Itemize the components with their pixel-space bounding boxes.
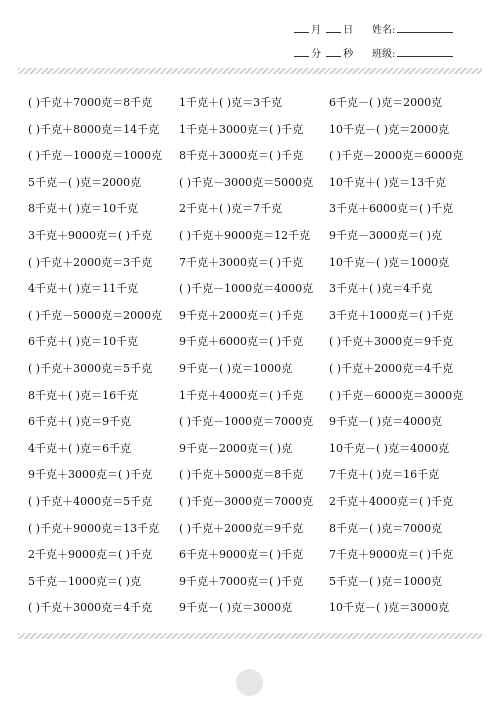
problem-item: ( )千克＋2000克＝4千克 bbox=[329, 361, 454, 375]
problem-item: 6千克＋( )克＝10千克 bbox=[28, 335, 139, 349]
month-label: 月 bbox=[311, 25, 321, 36]
problem-item: 5千克－( )克＝1000克 bbox=[329, 574, 443, 588]
problem-item: 2千克＋4000克＝( )千克 bbox=[329, 494, 454, 508]
problem-item: ( )千克－2000克＝6000克 bbox=[329, 149, 464, 163]
problem-item: 9千克－3000克＝( )克 bbox=[329, 228, 443, 242]
problem-item: 1千克＋4000克＝( )千克 bbox=[179, 388, 304, 402]
problem-item: 2千克＋9000克＝( )千克 bbox=[28, 548, 153, 562]
page-number-circle bbox=[236, 669, 263, 696]
worksheet-header bbox=[0, 0, 500, 70]
problem-item: 9千克－( )克＝3000克 bbox=[179, 601, 293, 615]
problem-item: 7千克＋9000克＝( )千克 bbox=[329, 548, 454, 562]
problem-item: 9千克＋2000克＝( )千克 bbox=[179, 308, 304, 322]
problem-item: 9千克＋6000克＝( )千克 bbox=[179, 335, 304, 349]
problem-item: ( )千克＋3000克＝9千克 bbox=[329, 335, 454, 349]
problem-item: ( )千克＋5000克＝8千克 bbox=[179, 468, 304, 482]
problem-item: 1千克＋3000克＝( )千克 bbox=[179, 122, 304, 136]
problem-item: 9千克－( )克＝1000克 bbox=[179, 361, 293, 375]
problem-item: 2千克＋( )克＝7千克 bbox=[179, 202, 283, 216]
problem-item: ( )千克＋2000克＝9千克 bbox=[179, 521, 304, 535]
problem-item: 8千克＋( )克＝10千克 bbox=[28, 202, 139, 216]
problem-grid bbox=[28, 95, 478, 627]
problem-item: 10千克－( )克＝2000克 bbox=[329, 122, 450, 136]
problem-item: 1千克＋( )克＝3千克 bbox=[179, 96, 283, 109]
class-blank[interactable] bbox=[397, 47, 453, 57]
problem-item: 5千克－1000克＝( )克 bbox=[28, 574, 142, 588]
top-divider bbox=[18, 68, 482, 74]
class-label: 班级: bbox=[372, 49, 396, 60]
problem-item: ( )千克＋3000克＝5千克 bbox=[28, 361, 153, 375]
problem-item: 3千克＋6000克＝( )千克 bbox=[329, 202, 454, 216]
problem-item: 5千克－( )克＝2000克 bbox=[28, 175, 142, 189]
problem-item: ( )千克＋4000克＝5千克 bbox=[28, 494, 153, 508]
problem-item: 7千克＋3000克＝( )千克 bbox=[179, 255, 304, 269]
problem-item: 9千克＋7000克＝( )千克 bbox=[179, 574, 304, 588]
second-label: 秒 bbox=[343, 49, 354, 60]
problem-item: ( )千克＋2000克＝3千克 bbox=[28, 255, 153, 269]
problem-item: ( )千克＋3000克＝4千克 bbox=[28, 601, 153, 615]
problem-item: ( )千克＋7000克＝8千克 bbox=[28, 96, 153, 109]
problem-item: ( )千克－1000克＝1000克 bbox=[28, 149, 163, 163]
minute-label: 分 bbox=[311, 49, 321, 60]
problem-item: 8千克＋( )克＝16千克 bbox=[28, 388, 139, 402]
problem-item: 10千克－( )克＝1000克 bbox=[329, 255, 450, 269]
day-label: 日 bbox=[343, 25, 354, 36]
name-blank[interactable] bbox=[397, 23, 453, 33]
problem-item: ( )千克－6000克＝3000克 bbox=[329, 388, 464, 402]
problem-item: 10千克－( )克＝4000克 bbox=[329, 441, 450, 455]
problem-item: 9千克－( )克＝4000克 bbox=[329, 415, 443, 429]
problem-item: 6千克＋( )克＝9千克 bbox=[28, 415, 132, 429]
problem-item: ( )千克－1000克＝4000克 bbox=[179, 282, 314, 296]
problem-item: ( )千克－5000克＝2000克 bbox=[28, 308, 163, 322]
time-line bbox=[292, 45, 353, 60]
problem-item: 8千克－( )克＝7000克 bbox=[329, 521, 443, 535]
name-label: 姓名: bbox=[372, 25, 396, 36]
name-line bbox=[372, 21, 453, 36]
second-blank[interactable] bbox=[326, 47, 341, 57]
problem-item: ( )千克＋8000克＝14千克 bbox=[28, 122, 160, 136]
problem-item: 10千克＋( )克＝13千克 bbox=[329, 175, 447, 189]
date-line bbox=[292, 21, 353, 36]
problem-item: 10千克－( )克＝3000克 bbox=[329, 601, 450, 615]
problem-item: 6千克＋9000克＝( )千克 bbox=[179, 548, 304, 562]
problem-item: 3千克＋1000克＝( )千克 bbox=[329, 308, 454, 322]
problem-item: 8千克＋3000克＝( )千克 bbox=[179, 149, 304, 163]
problem-item: 4千克＋( )克＝6千克 bbox=[28, 441, 132, 455]
problem-item: 6千克－( )克＝2000克 bbox=[329, 96, 443, 109]
problem-item: ( )千克－1000克＝7000克 bbox=[179, 415, 314, 429]
day-blank[interactable] bbox=[326, 23, 341, 33]
bottom-divider bbox=[18, 633, 482, 639]
problem-item: ( )千克＋9000克＝12千克 bbox=[179, 228, 311, 242]
class-line bbox=[372, 45, 453, 60]
problem-item: 7千克＋( )克＝16千克 bbox=[329, 468, 440, 482]
minute-blank[interactable] bbox=[294, 47, 309, 57]
problem-item: ( )千克－3000克＝5000克 bbox=[179, 175, 314, 189]
problem-item: 4千克＋( )克＝11千克 bbox=[28, 282, 139, 296]
problem-item: 3千克＋9000克＝( )千克 bbox=[28, 228, 153, 242]
problem-item: ( )千克－3000克＝7000克 bbox=[179, 494, 314, 508]
problem-item: 9千克＋3000克＝( )千克 bbox=[28, 468, 153, 482]
month-blank[interactable] bbox=[294, 23, 309, 33]
problem-item: ( )千克＋9000克＝13千克 bbox=[28, 521, 160, 535]
problem-item: 3千克＋( )克＝4千克 bbox=[329, 282, 433, 296]
problem-item: 9千克－2000克＝( )克 bbox=[179, 441, 293, 455]
